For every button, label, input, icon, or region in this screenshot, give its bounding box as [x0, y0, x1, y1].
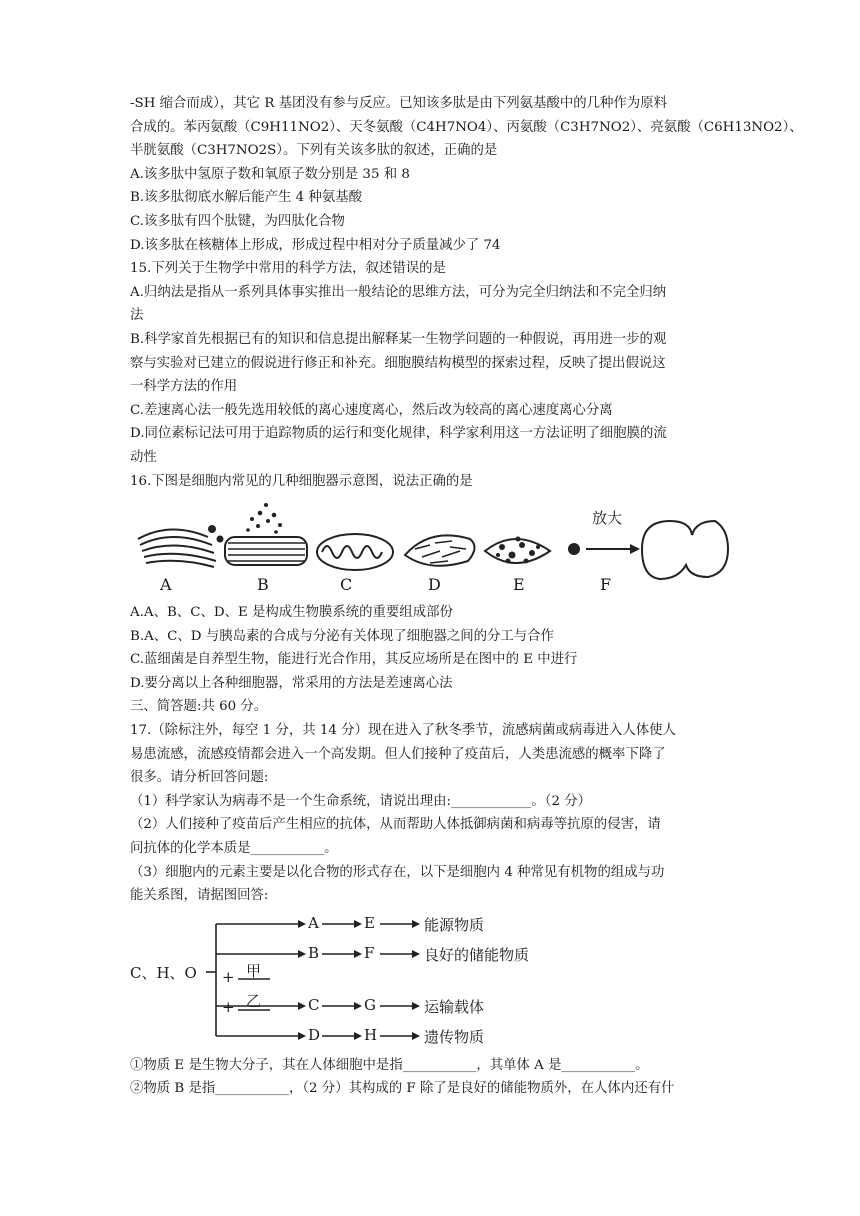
option-d: D.同位素标记法可用于追踪物质的运行和变化规律，科学家利用这一方法证明了细胞膜的流	[130, 426, 667, 442]
option-a: A.归纳法是指从一系列具体事实推出一般结论的思维方法，可分为完全归纳法和不完全归纳	[130, 284, 667, 300]
figure-label-b: B	[257, 575, 269, 595]
question-17	[130, 719, 730, 1101]
option-a: A.A、B、C、D、E 是构成生物膜系统的重要组成部份	[130, 605, 453, 621]
option-b-cont: 察与实验对已建立的假说进行修正和补充。细胞膜结构模型的探索过程，反映了提出假说这	[130, 355, 666, 371]
option-b: B.科学家首先根据已有的知识和信息提出解释某一生物学问题的一种假说，再用进一步的观	[130, 331, 667, 347]
node-e: E	[364, 913, 375, 932]
plus-sign: +	[222, 967, 235, 986]
question-stem-cont: 很多。请分析回答问题:	[130, 770, 269, 786]
node-f: F	[364, 943, 375, 962]
node-d: D	[308, 1025, 321, 1044]
option-c: C.该多肽有四个肽键，为四肽化合物	[130, 213, 345, 229]
node-h: H	[364, 1025, 378, 1044]
text-line: -SH 缩合而成），其它 R 基团没有参与反应。已知该多肽是由下列氨基酸中的几种作为原料	[130, 96, 667, 111]
chloroplast-drawing	[405, 535, 475, 565]
compound-function-diagram	[130, 912, 730, 1052]
enlarge-label: 放大	[592, 509, 623, 528]
node-b: B	[308, 943, 320, 962]
question-stem: 16.下图是细胞内常见的几种细胞器示意图，说法正确的是	[130, 473, 473, 489]
option-c: C.差速离心法一般先选用较低的离心速度离心，然后改为较高的离心速度离心分离	[130, 402, 613, 418]
option-d-cont: 动性	[130, 449, 157, 465]
question-15	[130, 257, 730, 469]
source-elements: C、H、O	[130, 963, 197, 982]
sub-question-2: （2）人们接种了疫苗后产生相应的抗体，从而帮助人体抵御病菌和病毒等抗原的侵害，请	[130, 817, 661, 833]
sub-question-3: （3）细胞内的元素主要是以化合物的形式存在，以下是细胞内 4 种常见有机物的组成与功	[130, 864, 665, 880]
figure-label-f: F	[600, 575, 612, 595]
question-stem: 15.下列关于生物学中常用的科学方法，叙述错误的是	[130, 261, 446, 277]
sub-question-3-2: ②物质 B 是指___________，（2 分）其构成的 F 除了是良好的储能物质外，在人体内还有什	[130, 1081, 675, 1097]
mitochondrion-drawing	[317, 534, 393, 570]
element-jia: 甲	[246, 961, 262, 980]
figure-label-e: E	[513, 575, 525, 595]
option-d: D.该多肽在核糖体上形成，形成过程中相对分子质量减少了 74	[130, 237, 501, 253]
figure-label-c: C	[340, 575, 353, 595]
option-a: A.该多肽中氢原子数和氧原子数分别是 35 和 8	[130, 166, 410, 182]
node-a: A	[308, 913, 319, 932]
organelle-figure	[130, 499, 730, 599]
golgi-drawing	[138, 526, 223, 567]
text-line: 合成的。苯丙氨酸（C9H11NO2）、天冬氨酸（C4H7NO4）、丙氨酸（C3H7NO2）、亮氨酸（C6H13NO2）、	[130, 119, 803, 135]
figure-label-d: D	[428, 575, 441, 595]
sub-question-2-cont: 问抗体的化学本质是___________。	[130, 841, 338, 857]
option-b: B.A、C、D 与胰岛素的合成与分泌有关体现了细胞器之间的分工与合作	[130, 628, 554, 644]
node-g: G	[364, 995, 376, 1014]
function-genetic: 遗传物质	[424, 1027, 485, 1046]
sub-question-3-cont: 能关系图，请据图回答:	[130, 888, 269, 904]
sub-question-1: （1）科学家认为病毒不是一个生命系统，请说出理由:____________。（2 分）	[130, 793, 591, 809]
plus-sign: +	[222, 997, 235, 1016]
sub-question-3-1: ①物质 E 是生物大分子，其在人体细胞中是指___________，其单体 A 是___________。	[130, 1057, 649, 1073]
text-line: 半胱氨酸（C3H7NO2S）。下列有关该多肽的叙述，正确的是	[130, 143, 498, 159]
option-b-cont: 一科学方法的作用	[130, 379, 238, 395]
function-energy: 能源物质	[424, 915, 485, 934]
question-stem: 17.（除标注外，每空 1 分，共 14 分）现在进入了秋冬季节，流感病菌或病毒进入人体使人	[130, 723, 676, 739]
question-stem-cont: 易患流感，流感疫情都会进入一个高发期。但人们接种了疫苗后，人类患流感的概率下降了	[130, 746, 666, 762]
function-storage: 良好的储能物质	[424, 945, 530, 964]
centriole-enlarge-drawing	[568, 521, 728, 579]
exam-page	[130, 92, 803, 1101]
function-transport: 运输载体	[424, 997, 485, 1016]
option-d: D.要分离以上各种细胞器，常采用的方法是差速离心法	[130, 675, 453, 691]
section-heading: 三、简答题:共 60 分。	[130, 699, 268, 715]
option-c: C.蓝细菌是自养型生物，能进行光合作用，其反应场所是在图中的 E 中进行	[130, 652, 578, 668]
node-c: C	[308, 995, 320, 1014]
er-ribosome-drawing	[225, 503, 307, 565]
question-14-tail	[130, 92, 803, 257]
vacuole-drawing	[485, 537, 550, 564]
figure-label-a: A	[160, 575, 172, 595]
element-yi: 乙	[246, 991, 262, 1010]
option-b: B.该多肽彻底水解后能产生 4 种氨基酸	[130, 190, 362, 206]
option-a-cont: 法	[130, 308, 144, 324]
question-16	[130, 470, 730, 696]
